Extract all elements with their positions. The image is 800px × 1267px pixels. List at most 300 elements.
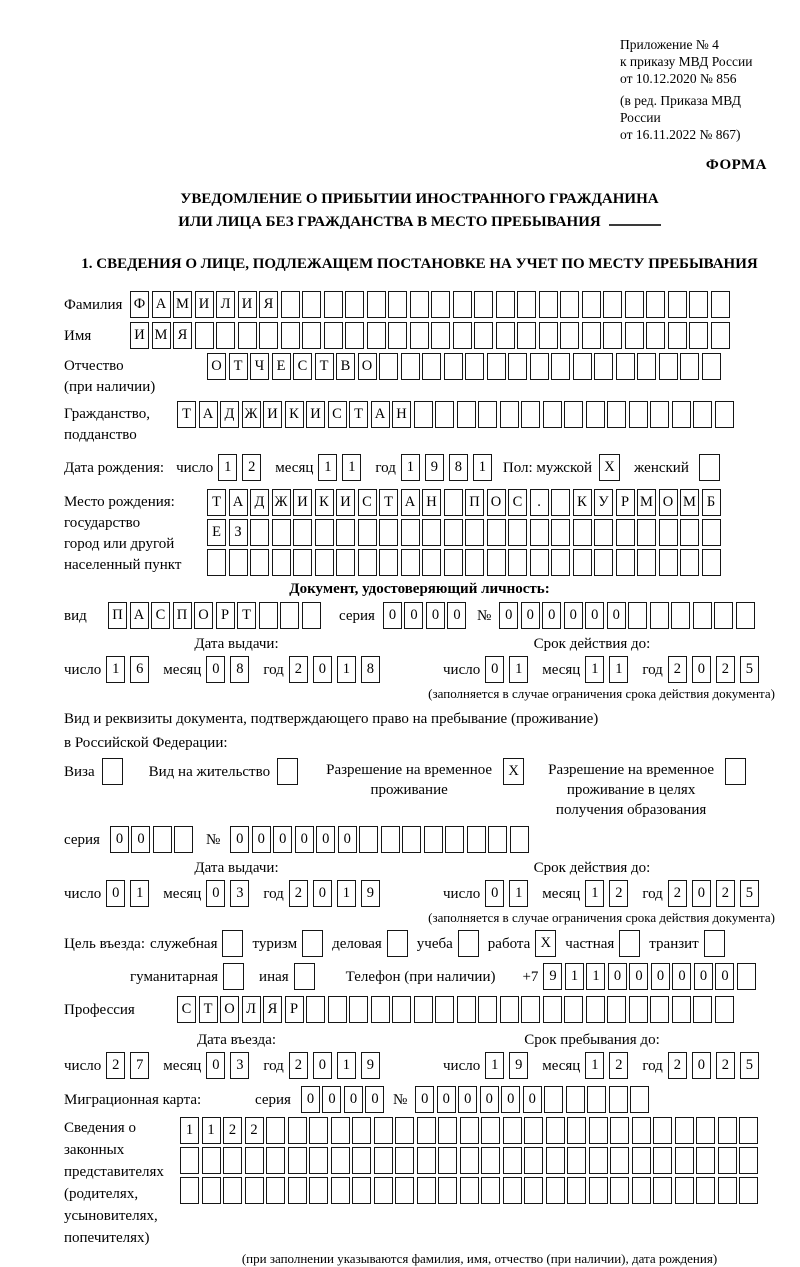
char-box[interactable]: 0 <box>542 602 561 629</box>
char-box[interactable] <box>693 401 712 428</box>
char-box[interactable] <box>371 996 390 1023</box>
char-box[interactable]: 3 <box>230 1052 249 1079</box>
char-box[interactable] <box>503 1177 522 1204</box>
char-box[interactable] <box>359 826 378 853</box>
char-box[interactable] <box>266 1177 285 1204</box>
char-box[interactable] <box>739 1117 758 1144</box>
char-box[interactable] <box>573 519 592 546</box>
char-box[interactable]: Л <box>242 996 261 1023</box>
char-box[interactable]: И <box>306 401 325 428</box>
char-box[interactable] <box>546 1177 565 1204</box>
purpose-tourism-checkbox[interactable] <box>302 930 323 957</box>
char-box[interactable] <box>293 519 312 546</box>
char-box[interactable] <box>637 549 656 576</box>
char-box[interactable] <box>465 519 484 546</box>
char-box[interactable]: С <box>328 401 347 428</box>
char-box[interactable]: Т <box>199 996 218 1023</box>
char-box[interactable]: 1 <box>585 880 604 907</box>
char-box[interactable] <box>349 996 368 1023</box>
char-box[interactable] <box>503 1147 522 1174</box>
char-box[interactable] <box>715 996 734 1023</box>
char-box[interactable] <box>465 549 484 576</box>
char-box[interactable]: 0 <box>404 602 423 629</box>
char-box[interactable]: М <box>152 322 171 349</box>
char-box[interactable]: 0 <box>447 602 466 629</box>
char-box[interactable] <box>414 401 433 428</box>
char-box[interactable] <box>487 353 506 380</box>
char-box[interactable] <box>524 1117 543 1144</box>
char-box[interactable] <box>417 1117 436 1144</box>
char-box[interactable]: 1 <box>337 880 356 907</box>
char-box[interactable]: М <box>637 489 656 516</box>
char-box[interactable] <box>379 549 398 576</box>
char-box[interactable]: К <box>573 489 592 516</box>
char-box[interactable]: Я <box>259 291 278 318</box>
char-box[interactable]: 5 <box>740 880 759 907</box>
char-box[interactable] <box>367 291 386 318</box>
char-box[interactable] <box>675 1177 694 1204</box>
char-box[interactable]: О <box>659 489 678 516</box>
char-box[interactable]: 0 <box>273 826 292 853</box>
char-box[interactable]: 5 <box>740 1052 759 1079</box>
char-box[interactable] <box>603 291 622 318</box>
char-box[interactable] <box>402 826 421 853</box>
char-box[interactable] <box>395 1117 414 1144</box>
sex-male-checkbox[interactable]: X <box>599 454 620 481</box>
char-box[interactable] <box>272 549 291 576</box>
char-box[interactable]: 0 <box>692 656 711 683</box>
char-box[interactable] <box>424 826 443 853</box>
char-box[interactable] <box>266 1117 285 1144</box>
char-box[interactable]: И <box>130 322 149 349</box>
char-box[interactable]: Ф <box>130 291 149 318</box>
char-box[interactable]: Т <box>177 401 196 428</box>
char-box[interactable] <box>530 549 549 576</box>
char-box[interactable]: А <box>152 291 171 318</box>
char-box[interactable] <box>324 291 343 318</box>
purpose-private-checkbox[interactable] <box>619 930 640 957</box>
char-box[interactable] <box>336 549 355 576</box>
char-box[interactable] <box>223 1177 242 1204</box>
char-box[interactable] <box>508 519 527 546</box>
char-box[interactable] <box>422 549 441 576</box>
char-box[interactable]: 0 <box>313 656 332 683</box>
char-box[interactable]: 3 <box>230 880 249 907</box>
char-box[interactable]: Т <box>349 401 368 428</box>
char-box[interactable]: 1 <box>509 880 528 907</box>
temp-residence-checkbox[interactable]: X <box>503 758 524 785</box>
char-box[interactable]: 0 <box>629 963 648 990</box>
char-box[interactable] <box>379 353 398 380</box>
char-box[interactable]: 0 <box>585 602 604 629</box>
char-box[interactable] <box>331 1117 350 1144</box>
char-box[interactable]: Ч <box>250 353 269 380</box>
char-box[interactable] <box>718 1147 737 1174</box>
char-box[interactable] <box>245 1147 264 1174</box>
char-box[interactable] <box>659 353 678 380</box>
char-box[interactable] <box>238 322 257 349</box>
char-box[interactable]: Ж <box>272 489 291 516</box>
char-box[interactable]: 1 <box>585 656 604 683</box>
char-box[interactable]: 0 <box>485 656 504 683</box>
char-box[interactable]: О <box>358 353 377 380</box>
char-box[interactable] <box>739 1177 758 1204</box>
char-box[interactable] <box>607 401 626 428</box>
char-box[interactable]: М <box>680 489 699 516</box>
char-box[interactable] <box>216 322 235 349</box>
char-box[interactable] <box>431 291 450 318</box>
char-box[interactable] <box>659 519 678 546</box>
char-box[interactable]: О <box>207 353 226 380</box>
char-box[interactable] <box>438 1147 457 1174</box>
char-box[interactable] <box>336 519 355 546</box>
char-box[interactable] <box>180 1147 199 1174</box>
char-box[interactable] <box>646 322 665 349</box>
char-box[interactable] <box>223 1147 242 1174</box>
char-box[interactable]: А <box>371 401 390 428</box>
char-box[interactable]: Р <box>616 489 635 516</box>
char-box[interactable]: 8 <box>230 656 249 683</box>
char-box[interactable]: С <box>293 353 312 380</box>
char-box[interactable] <box>367 322 386 349</box>
char-box[interactable] <box>586 401 605 428</box>
char-box[interactable]: Б <box>702 489 721 516</box>
char-box[interactable] <box>444 519 463 546</box>
char-box[interactable] <box>696 1117 715 1144</box>
char-box[interactable]: 1 <box>585 1052 604 1079</box>
char-box[interactable] <box>395 1147 414 1174</box>
char-box[interactable] <box>414 996 433 1023</box>
char-box[interactable] <box>546 1147 565 1174</box>
char-box[interactable] <box>560 322 579 349</box>
char-box[interactable]: 0 <box>252 826 271 853</box>
char-box[interactable] <box>702 519 721 546</box>
char-box[interactable]: 1 <box>180 1117 199 1144</box>
char-box[interactable]: 6 <box>130 656 149 683</box>
char-box[interactable] <box>696 1147 715 1174</box>
char-box[interactable] <box>521 996 540 1023</box>
char-box[interactable]: 0 <box>692 880 711 907</box>
char-box[interactable]: Я <box>263 996 282 1023</box>
char-box[interactable] <box>358 519 377 546</box>
char-box[interactable] <box>653 1147 672 1174</box>
char-box[interactable]: 0 <box>301 1086 320 1113</box>
char-box[interactable] <box>250 519 269 546</box>
char-box[interactable] <box>487 549 506 576</box>
char-box[interactable]: Т <box>237 602 256 629</box>
char-box[interactable]: О <box>194 602 213 629</box>
char-box[interactable] <box>551 489 570 516</box>
char-box[interactable] <box>488 826 507 853</box>
char-box[interactable] <box>551 353 570 380</box>
char-box[interactable]: В <box>336 353 355 380</box>
char-box[interactable]: У <box>594 489 613 516</box>
char-box[interactable]: К <box>285 401 304 428</box>
char-box[interactable] <box>672 996 691 1023</box>
char-box[interactable] <box>358 549 377 576</box>
char-box[interactable] <box>567 1117 586 1144</box>
char-box[interactable]: С <box>177 996 196 1023</box>
char-box[interactable] <box>481 1117 500 1144</box>
char-box[interactable]: И <box>263 401 282 428</box>
char-box[interactable]: 0 <box>206 656 225 683</box>
char-box[interactable] <box>306 996 325 1023</box>
char-box[interactable] <box>693 602 712 629</box>
char-box[interactable] <box>288 1177 307 1204</box>
char-box[interactable] <box>331 1147 350 1174</box>
char-box[interactable] <box>302 291 321 318</box>
char-box[interactable]: С <box>508 489 527 516</box>
char-box[interactable] <box>444 353 463 380</box>
char-box[interactable]: 0 <box>106 880 125 907</box>
purpose-commercial-checkbox[interactable] <box>387 930 408 957</box>
char-box[interactable]: . <box>530 489 549 516</box>
char-box[interactable]: З <box>229 519 248 546</box>
char-box[interactable] <box>637 353 656 380</box>
char-box[interactable] <box>259 322 278 349</box>
char-box[interactable] <box>481 1147 500 1174</box>
char-box[interactable] <box>460 1117 479 1144</box>
char-box[interactable]: М <box>173 291 192 318</box>
char-box[interactable] <box>457 401 476 428</box>
char-box[interactable]: 1 <box>485 1052 504 1079</box>
char-box[interactable]: 0 <box>322 1086 341 1113</box>
char-box[interactable]: Р <box>285 996 304 1023</box>
char-box[interactable] <box>594 353 613 380</box>
char-box[interactable] <box>388 322 407 349</box>
char-box[interactable] <box>629 996 648 1023</box>
char-box[interactable] <box>474 291 493 318</box>
char-box[interactable] <box>207 549 226 576</box>
char-box[interactable]: 2 <box>289 1052 308 1079</box>
char-box[interactable] <box>609 1086 628 1113</box>
char-box[interactable] <box>646 291 665 318</box>
char-box[interactable] <box>680 353 699 380</box>
char-box[interactable]: 1 <box>202 1117 221 1144</box>
char-box[interactable]: 0 <box>295 826 314 853</box>
char-box[interactable] <box>478 996 497 1023</box>
char-box[interactable] <box>610 1177 629 1204</box>
char-box[interactable] <box>628 602 647 629</box>
char-box[interactable] <box>266 1147 285 1174</box>
char-box[interactable] <box>508 549 527 576</box>
char-box[interactable] <box>410 291 429 318</box>
char-box[interactable]: 0 <box>206 880 225 907</box>
char-box[interactable]: О <box>220 996 239 1023</box>
char-box[interactable] <box>668 291 687 318</box>
char-box[interactable] <box>653 1177 672 1204</box>
char-box[interactable]: 0 <box>365 1086 384 1113</box>
char-box[interactable] <box>401 519 420 546</box>
char-box[interactable] <box>672 401 691 428</box>
char-box[interactable]: Е <box>207 519 226 546</box>
char-box[interactable]: Д <box>220 401 239 428</box>
char-box[interactable] <box>671 602 690 629</box>
char-box[interactable] <box>539 291 558 318</box>
char-box[interactable] <box>539 322 558 349</box>
char-box[interactable]: 2 <box>668 656 687 683</box>
char-box[interactable]: 0 <box>131 826 150 853</box>
char-box[interactable]: Т <box>379 489 398 516</box>
char-box[interactable]: 1 <box>218 454 237 481</box>
char-box[interactable]: 0 <box>344 1086 363 1113</box>
char-box[interactable] <box>517 291 536 318</box>
char-box[interactable] <box>460 1177 479 1204</box>
char-box[interactable] <box>381 826 400 853</box>
char-box[interactable] <box>438 1177 457 1204</box>
char-box[interactable] <box>517 322 536 349</box>
char-box[interactable] <box>616 549 635 576</box>
char-box[interactable] <box>530 519 549 546</box>
char-box[interactable]: 2 <box>716 880 735 907</box>
char-box[interactable] <box>715 401 734 428</box>
char-box[interactable]: 0 <box>415 1086 434 1113</box>
char-box[interactable] <box>445 826 464 853</box>
char-box[interactable] <box>675 1117 694 1144</box>
char-box[interactable]: К <box>315 489 334 516</box>
char-box[interactable] <box>438 1117 457 1144</box>
residence-permit-checkbox[interactable] <box>277 758 298 785</box>
char-box[interactable] <box>675 1147 694 1174</box>
char-box[interactable] <box>272 519 291 546</box>
char-box[interactable]: А <box>401 489 420 516</box>
char-box[interactable] <box>392 996 411 1023</box>
char-box[interactable] <box>625 322 644 349</box>
char-box[interactable] <box>431 322 450 349</box>
char-box[interactable] <box>202 1147 221 1174</box>
char-box[interactable] <box>564 401 583 428</box>
char-box[interactable]: 0 <box>501 1086 520 1113</box>
char-box[interactable] <box>632 1117 651 1144</box>
char-box[interactable] <box>500 401 519 428</box>
char-box[interactable] <box>229 549 248 576</box>
char-box[interactable]: 2 <box>289 656 308 683</box>
char-box[interactable] <box>582 291 601 318</box>
char-box[interactable] <box>174 826 193 853</box>
char-box[interactable] <box>567 1177 586 1204</box>
char-box[interactable] <box>524 1147 543 1174</box>
char-box[interactable] <box>714 602 733 629</box>
char-box[interactable]: 0 <box>694 963 713 990</box>
char-box[interactable] <box>374 1177 393 1204</box>
char-box[interactable]: 0 <box>206 1052 225 1079</box>
char-box[interactable] <box>739 1147 758 1174</box>
char-box[interactable]: Д <box>250 489 269 516</box>
char-box[interactable]: 2 <box>106 1052 125 1079</box>
char-box[interactable]: 0 <box>499 602 518 629</box>
char-box[interactable]: Н <box>422 489 441 516</box>
char-box[interactable] <box>582 322 601 349</box>
char-box[interactable]: А <box>199 401 218 428</box>
char-box[interactable] <box>250 549 269 576</box>
char-box[interactable]: 1 <box>401 454 420 481</box>
char-box[interactable] <box>702 353 721 380</box>
char-box[interactable]: И <box>238 291 257 318</box>
char-box[interactable] <box>503 1117 522 1144</box>
purpose-transit-checkbox[interactable] <box>704 930 725 957</box>
char-box[interactable] <box>422 353 441 380</box>
char-box[interactable]: 2 <box>245 1117 264 1144</box>
char-box[interactable] <box>650 602 669 629</box>
char-box[interactable]: С <box>358 489 377 516</box>
char-box[interactable]: 0 <box>715 963 734 990</box>
char-box[interactable] <box>659 549 678 576</box>
char-box[interactable]: П <box>465 489 484 516</box>
char-box[interactable]: 2 <box>289 880 308 907</box>
purpose-work-checkbox[interactable]: X <box>535 930 556 957</box>
char-box[interactable] <box>589 1177 608 1204</box>
char-box[interactable] <box>653 1117 672 1144</box>
char-box[interactable] <box>293 549 312 576</box>
char-box[interactable] <box>616 519 635 546</box>
char-box[interactable]: 0 <box>672 963 691 990</box>
char-box[interactable] <box>680 549 699 576</box>
char-box[interactable] <box>379 519 398 546</box>
char-box[interactable] <box>711 291 730 318</box>
char-box[interactable] <box>457 996 476 1023</box>
char-box[interactable] <box>453 291 472 318</box>
char-box[interactable]: Я <box>173 322 192 349</box>
char-box[interactable] <box>324 322 343 349</box>
char-box[interactable]: 1 <box>609 656 628 683</box>
char-box[interactable] <box>245 1177 264 1204</box>
char-box[interactable]: 7 <box>130 1052 149 1079</box>
char-box[interactable]: 1 <box>342 454 361 481</box>
char-box[interactable]: 8 <box>449 454 468 481</box>
char-box[interactable]: С <box>151 602 170 629</box>
char-box[interactable] <box>315 519 334 546</box>
char-box[interactable]: 2 <box>609 1052 628 1079</box>
char-box[interactable] <box>551 549 570 576</box>
purpose-other-checkbox[interactable] <box>294 963 315 990</box>
char-box[interactable]: А <box>229 489 248 516</box>
char-box[interactable] <box>281 291 300 318</box>
char-box[interactable] <box>202 1177 221 1204</box>
purpose-study-checkbox[interactable] <box>458 930 479 957</box>
char-box[interactable] <box>481 1177 500 1204</box>
char-box[interactable]: Л <box>216 291 235 318</box>
char-box[interactable]: Е <box>272 353 291 380</box>
char-box[interactable]: П <box>173 602 192 629</box>
char-box[interactable]: 0 <box>110 826 129 853</box>
char-box[interactable]: 5 <box>740 656 759 683</box>
temp-residence-education-checkbox[interactable] <box>725 758 746 785</box>
char-box[interactable]: 9 <box>361 1052 380 1079</box>
char-box[interactable]: О <box>487 489 506 516</box>
char-box[interactable] <box>530 353 549 380</box>
char-box[interactable]: 1 <box>586 963 605 990</box>
char-box[interactable] <box>736 602 755 629</box>
char-box[interactable]: Ж <box>242 401 261 428</box>
char-box[interactable] <box>650 996 669 1023</box>
char-box[interactable]: 0 <box>426 602 445 629</box>
char-box[interactable]: 0 <box>338 826 357 853</box>
char-box[interactable] <box>693 996 712 1023</box>
char-box[interactable] <box>607 996 626 1023</box>
char-box[interactable]: Т <box>315 353 334 380</box>
char-box[interactable] <box>315 549 334 576</box>
char-box[interactable] <box>680 519 699 546</box>
char-box[interactable]: 1 <box>130 880 149 907</box>
char-box[interactable]: И <box>195 291 214 318</box>
char-box[interactable] <box>610 1147 629 1174</box>
char-box[interactable]: 0 <box>523 1086 542 1113</box>
char-box[interactable] <box>573 353 592 380</box>
char-box[interactable] <box>460 1147 479 1174</box>
purpose-business-checkbox[interactable] <box>222 930 243 957</box>
char-box[interactable] <box>696 1177 715 1204</box>
char-box[interactable]: 9 <box>543 963 562 990</box>
